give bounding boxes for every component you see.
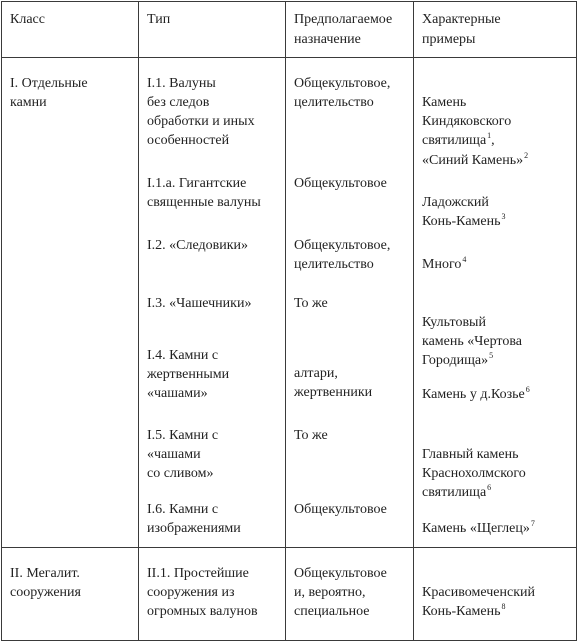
row-types-cell [139, 548, 286, 641]
header-type [139, 2, 286, 58]
example-text: Много [422, 257, 462, 272]
footnote-ref: 4 [462, 255, 467, 264]
example-text: Культовый камень «Чертова Городища» [422, 315, 522, 368]
example-text: Камень у д.Козье [422, 387, 525, 402]
row-class-label: II. Мегалит. сооружения [10, 566, 81, 600]
row-examples-cell [414, 548, 577, 641]
footnote-ref: 3 [501, 212, 506, 221]
type-entry: I.5. Камни с «чашами со сливом» [147, 428, 219, 481]
row-class-label: I. Отдельные камни [10, 76, 88, 110]
type-entry: I.3. «Чашечники» [147, 296, 252, 311]
purpose-entry: алтари, жертвенники [294, 366, 373, 400]
type-entry: I.2. «Следовики» [147, 238, 249, 253]
header-class-label: Класс [10, 12, 45, 27]
header-examples-label: Характерные примеры [422, 12, 501, 47]
footnote-ref: 5 [489, 351, 494, 360]
type-entry: II.1. Простейшие сооружения из огромных валунов [147, 566, 258, 619]
purpose-entry: Общекультовое [294, 176, 387, 191]
header-purpose [286, 2, 414, 58]
purpose-entry: Общекультовое, целительство [294, 238, 391, 272]
footnote-ref: 8 [501, 602, 506, 611]
example-entry [422, 564, 568, 622]
row-class-cell [2, 548, 139, 641]
footnote-ref: 1 [487, 131, 492, 140]
footnote-ref: 6 [525, 385, 530, 394]
example-text: Ладожский Конь-Камень [422, 195, 501, 229]
header-class [2, 2, 139, 58]
example-text: , «Синий Камень» [422, 133, 524, 168]
example-entry [422, 294, 568, 366]
row-purposes-cell [286, 548, 414, 641]
row-examples-cell [414, 58, 577, 548]
purpose-entry: То же [294, 296, 328, 311]
example-entry [422, 426, 568, 500]
type-entry: I.4. Камни с жертвенными «чашами» [147, 348, 230, 401]
example-entry [422, 174, 568, 236]
table-row [2, 58, 577, 548]
purpose-entry: Общекультовое [294, 502, 387, 517]
example-text: Красивомеченский Конь-Камень [422, 585, 535, 619]
table-row [2, 548, 577, 641]
purpose-entry: Общекультовое и, вероятно, специальное [294, 566, 387, 619]
footnote-ref: 7 [530, 519, 535, 528]
footnote-ref: 2 [524, 151, 529, 160]
header-examples [414, 2, 577, 58]
row-class-cell [2, 58, 139, 548]
classification-table [1, 1, 577, 641]
row-purposes-cell [286, 58, 414, 548]
purpose-entry: Общекультовое, целительство [294, 76, 391, 110]
row-types-cell [139, 58, 286, 548]
example-entry [422, 500, 568, 539]
table-header-row [2, 2, 577, 58]
example-text: Камень Киндяковского святилища [422, 95, 512, 148]
purpose-entry: То же [294, 428, 328, 443]
footnote-ref: 6 [487, 483, 492, 492]
example-entry [422, 74, 568, 174]
example-text: Главный камень Краснохолмского святилища [422, 447, 526, 500]
example-entry [422, 236, 568, 294]
type-entry: I.1. Валуны без следов обработки и иных особенностей [147, 76, 255, 148]
example-entry [422, 366, 568, 426]
type-entry: I.6. Камни с изображениями [147, 502, 241, 536]
header-purpose-label: Предполагаемое назначение [294, 12, 393, 47]
type-entry: I.1.а. Гигантские священные валуны [147, 176, 261, 210]
example-text: Камень «Щеглец» [422, 521, 530, 536]
header-type-label: Тип [147, 12, 171, 27]
